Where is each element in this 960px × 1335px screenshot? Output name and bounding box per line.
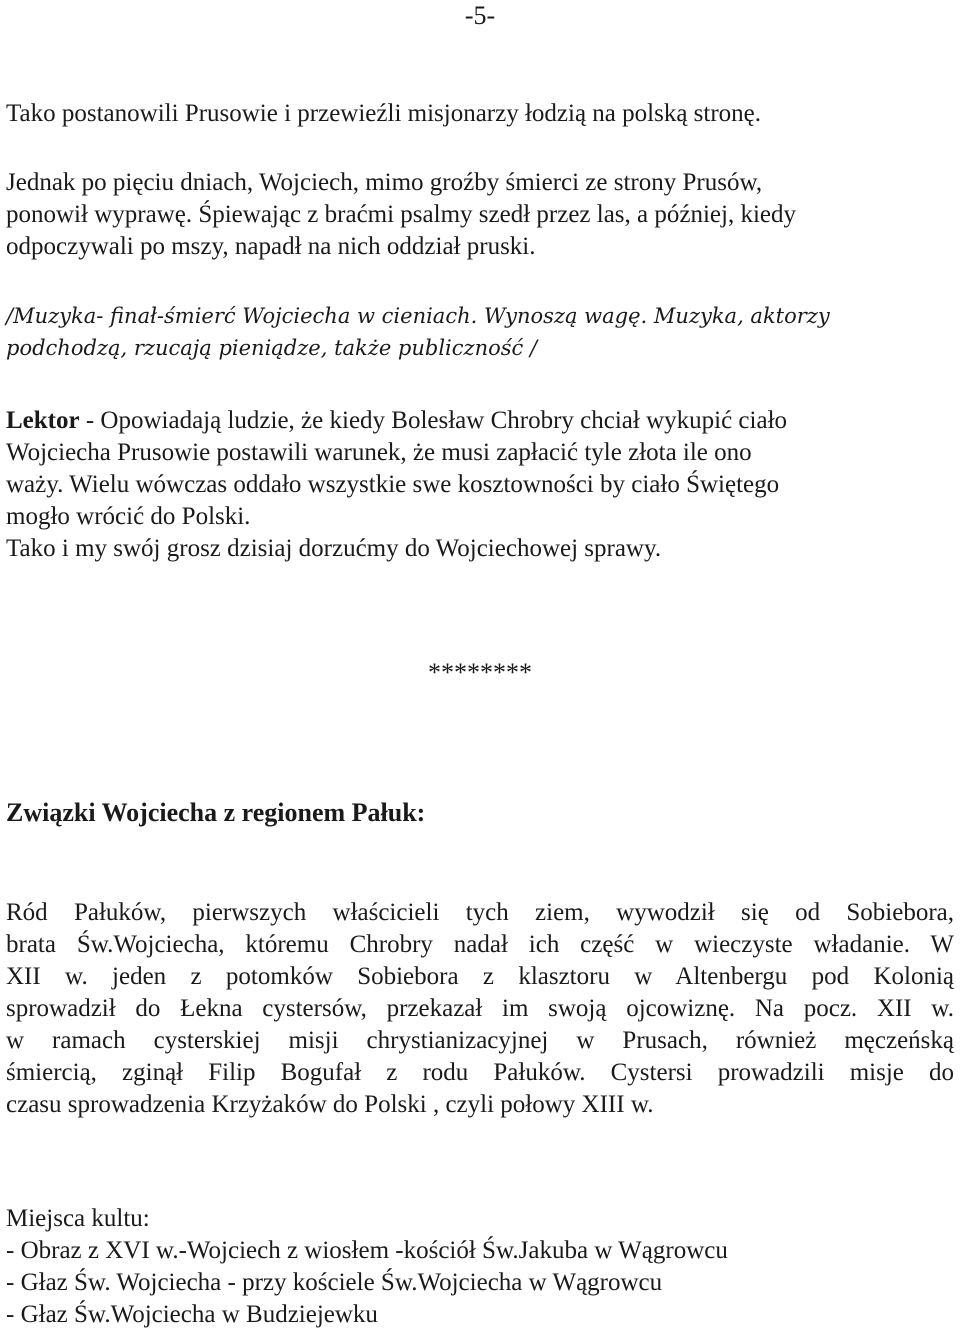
history-line: brata Św.Wojciecha, któremu Chrobry nadał ich część w wieczyste władanie. W xyxy=(6,931,954,958)
history-line: śmiercią, zginął Filip Bogufał z rodu Pałuków. Cystersi prowadzili misje do xyxy=(6,1059,954,1086)
lektor-line: waży. Wielu wówczas oddało wszystkie swe kosztowności by ciało Świętego xyxy=(6,471,780,498)
paragraph-line: odpoczywali po mszy, napadł na nich oddział pruski. xyxy=(6,233,536,260)
history-line: czasu sprowadzenia Krzyżaków do Polski , czyli połowy XIII w. xyxy=(6,1091,654,1118)
lektor-label: Lektor xyxy=(6,407,80,434)
paragraph-line: Jednak po pięciu dniach, Wojciech, mimo groźby śmierci ze strony Prusów, xyxy=(6,169,763,196)
lektor-line: Wojciecha Prusowie postawili warunek, że musi zapłacić tyle złota ile ono xyxy=(6,439,752,466)
lektor-line: mogło wrócić do Polski. xyxy=(6,503,251,530)
section-heading: Związki Wojciecha z regionem Pałuk: xyxy=(6,798,426,827)
lektor-text: - Opowiadają ludzie, że kiedy Bolesław Chrobry chciał wykupić ciało xyxy=(79,407,788,434)
history-paragraph xyxy=(6,897,954,1121)
lektor-paragraph xyxy=(6,405,956,565)
stage-direction-line: podchodzą, rzucają pieniądze, także publiczność / xyxy=(6,336,538,360)
paragraph-missionaries: Tako postanowili Prusowie i przewieźli misjonarzy łodzią na polską stronę. xyxy=(6,100,762,127)
paragraph-second-expedition xyxy=(6,167,956,263)
section-separator: ******** xyxy=(428,658,532,687)
lektor-line: Tako i my swój grosz dzisiaj dorzućmy do Wojciechowej sprawy. xyxy=(6,535,662,562)
cult-place-item: - Głaz Św. Wojciecha - przy kościele Św.Wojciecha w Wągrowcu xyxy=(6,1269,663,1296)
paragraph-line: ponowił wyprawę. Śpiewając z braćmi psalmy szedł przez las, a później, kiedy xyxy=(6,201,797,228)
stage-direction-line: /Muzyka- finał-śmierć Wojciecha w cieniach. Wynoszą wagę. Muzyka, aktorzy xyxy=(6,304,830,328)
history-line: sprowadził do Łekna cystersów, przekazał im swoją ojcowiznę. Na pocz. XII w. xyxy=(6,995,954,1022)
history-line: w ramach cysterskiej misji chrystianizacyjnej w Prusach, również męczeńską xyxy=(6,1027,954,1054)
history-line: XII w. jeden z potomków Sobiebora z klasztoru w Altenbergu pod Kolonią xyxy=(6,963,954,990)
page-number: -5- xyxy=(464,1,496,30)
lektor-line xyxy=(6,405,956,437)
cult-places xyxy=(6,1203,956,1331)
cult-places-title: Miejsca kultu: xyxy=(6,1205,150,1232)
history-line: Ród Pałuków, pierwszych właścicieli tych ziem, wywodził się od Sobiebora, xyxy=(6,899,954,926)
stage-direction xyxy=(6,300,956,364)
cult-place-item: - Obraz z XVI w.-Wojciech z wiosłem -kościół Św.Jakuba w Wągrowcu xyxy=(6,1237,728,1264)
cult-place-item: - Głaz Św.Wojciecha w Budziejewku xyxy=(6,1301,378,1328)
